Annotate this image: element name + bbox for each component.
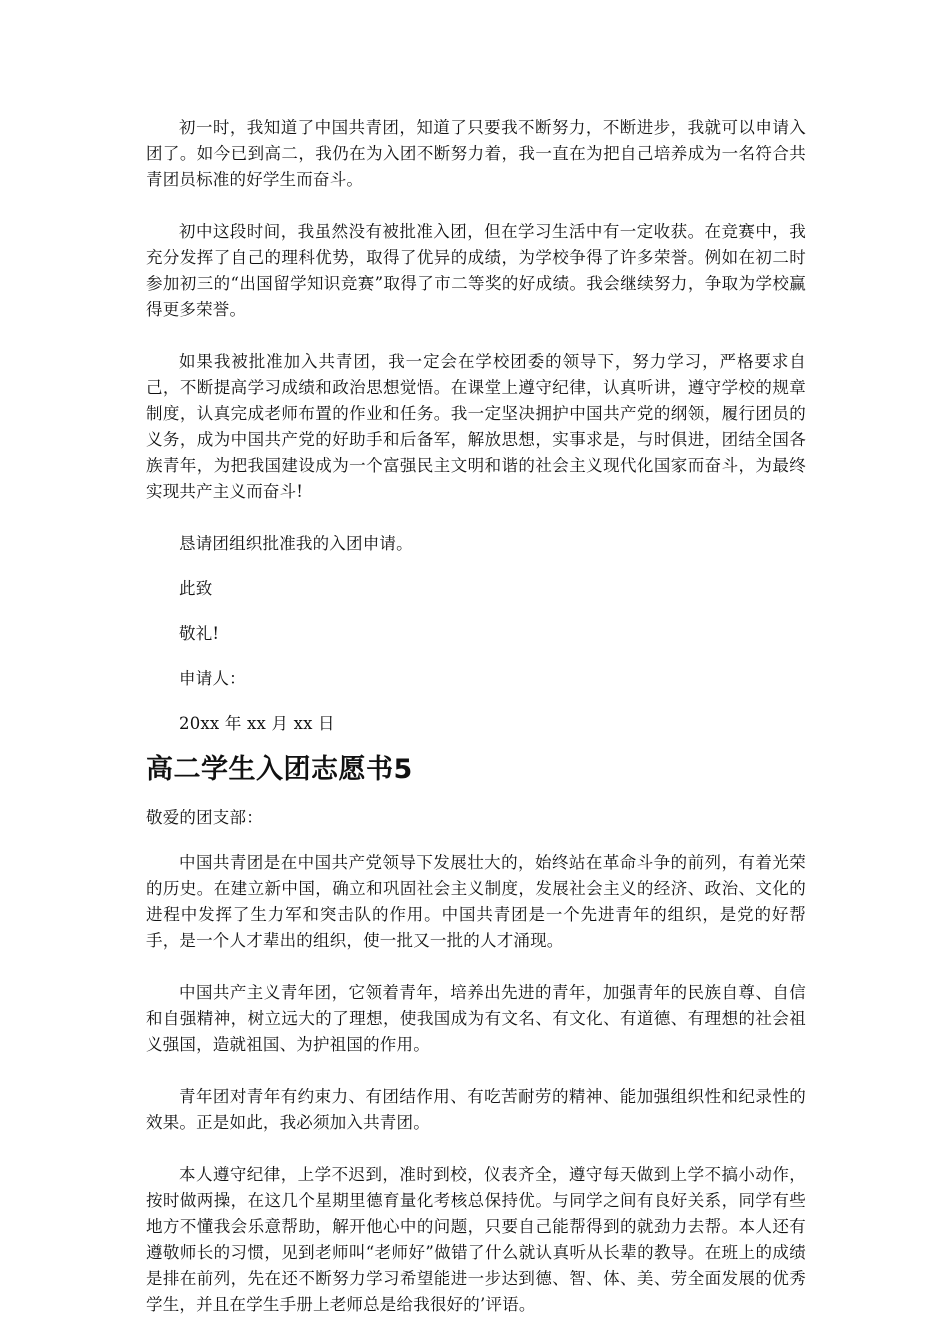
closing-respect: 敬礼! bbox=[179, 624, 220, 643]
document-body bbox=[146, 115, 806, 1344]
salutation: 敬爱的团支部： bbox=[146, 808, 263, 827]
body-paragraph: 初一时，我知道了中国共青团，知道了只要我不断努力，不断进步，我就可以申请入团了。如今已到高二，我仍在为入团不断努力着，我一直在为把自己培养成为一名符合共青团员标准的好学生而奋斗。 bbox=[146, 118, 806, 189]
body-paragraph: 初中这段时间，我虽然没有被批准入团，但在学习生活中有一定收获。在竞赛中，我充分发挥了自己的理科优势，取得了优异的成绩，为学校争得了许多荣誉。例如在初二时参加初三的“出国留学知识竞赛”取得了市二等奖的好成绩。我会继续努力，争取为学校赢得更多荣誉。 bbox=[146, 222, 806, 319]
body-paragraph: 中国共产主义青年团，它领着青年，培养出先进的青年，加强青年的民族自尊、自信和自强精神，树立远大的了理想，使我国成为有文名、有文化、有道德、有理想的社会祖义强国，造就祖国、为护祖国的作用。 bbox=[146, 983, 806, 1054]
body-paragraph: 青年团对青年有约束力、有团结作用、有吃苦耐劳的精神、能加强组织性和纪录性的效果。正是如此，我必须加入共青团。 bbox=[146, 1087, 806, 1132]
body-paragraph: 中国共青团是在中国共产党领导下发展壮大的，始终站在革命斗争的前列，有着光荣的历史。在建立新中国，确立和巩固社会主义制度，发展社会主义的经济、政治、文化的进程中发挥了生力军和突击队的作用。中国共青团是一个先进青年的组织，是党的好帮手，是一个人才辈出的组织，使一批又一批的人才涌现。 bbox=[146, 853, 806, 950]
applicant-line: 申请人： bbox=[179, 669, 246, 688]
section-title-number: 5 bbox=[393, 754, 413, 785]
body-paragraph: 本人遵守纪律，上学不迟到，准时到校，仪表齐全，遵守每天做到上学不搞小动作，按时做两操，在这几个星期里德育量化考核总保持优。与同学之间有良好关系，同学有些地方不懂我会乐意帮助，解开他心中的问题，只要自己能帮得到的就劲力去帮。本人还有遵敬师长的习惯，见到老师叫“老师好”做错了什么就认真听从长辈的教导。在班上的成绩是排在前列，先在还不断努力学习希望能进一步达到德、智、体、美、劳全面发展的优秀学生，并且在学生手册上老师总是给我很好的’评语。 bbox=[146, 1165, 806, 1314]
closing-salutation: 此致 bbox=[179, 579, 213, 598]
section-title bbox=[146, 752, 806, 788]
date-line: 20xx 年 xx 月 xx 日 bbox=[179, 714, 335, 733]
body-paragraph: 如果我被批准加入共青团，我一定会在学校团委的领导下，努力学习，严格要求自己，不断提高学习成绩和政治思想觉悟。在课堂上遵守纪律，认真听讲，遵守学校的规章制度，认真完成老师布置的作业和任务。我一定坚决拥护中国共产党的纲领，履行团员的义务，成为中国共产党的好助手和后备军，解放思想，实事求是，与时俱进，团结全国各族青年，为把我国建设成为一个富强民主文明和谐的社会主义现代化国家而奋斗，为最终实现共产主义而奋斗! bbox=[146, 352, 806, 501]
request-line: 恳请团组织批准我的入团申请。 bbox=[179, 534, 413, 553]
section-title-text: 高二学生入团志愿书 bbox=[146, 754, 394, 785]
